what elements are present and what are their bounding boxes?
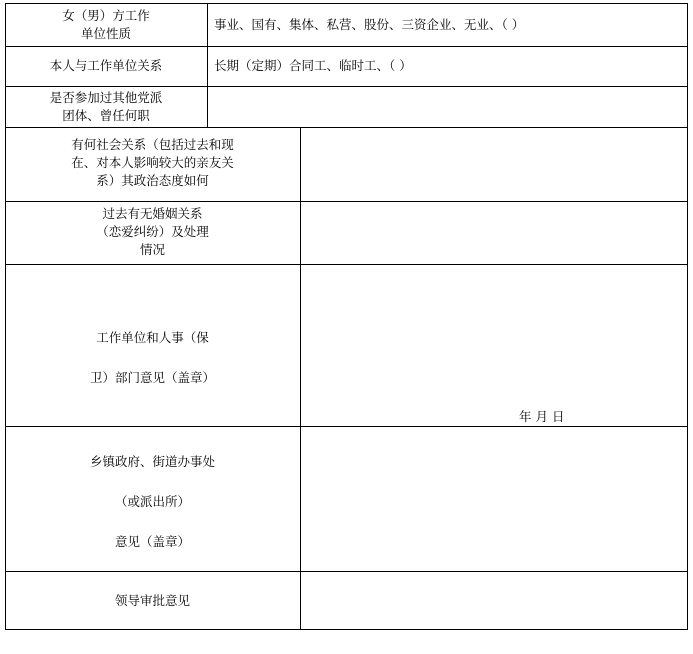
row-5-label xyxy=(5,205,300,259)
label-line: 情况 xyxy=(139,242,165,257)
label-line: 过去有无婚姻关系 xyxy=(102,206,203,221)
label-line: （或派出所） xyxy=(114,494,190,509)
label-line: 领导审批意见 xyxy=(114,593,190,608)
label-line: 有何社会关系（包括过去和现 xyxy=(71,137,234,152)
row-3-label xyxy=(5,89,207,125)
row-divider xyxy=(5,426,688,427)
label-line: 工作单位和人事（保 xyxy=(96,330,209,345)
label-line: 本人与工作单位关系 xyxy=(49,58,163,73)
row-divider xyxy=(5,86,688,87)
label-line: 单位性质 xyxy=(80,26,131,41)
row-6-label xyxy=(5,318,300,398)
label-line: 女（男）方工作 xyxy=(62,8,150,23)
row-divider xyxy=(5,264,688,265)
label-line: 乡镇政府、街道办事处 xyxy=(89,454,215,469)
row-divider xyxy=(5,46,688,47)
row-4-label xyxy=(5,136,300,190)
date-stamp: 年 月 日 xyxy=(519,409,565,424)
row-7-label xyxy=(5,442,300,562)
label-line: （恋爱纠纷）及处理 xyxy=(96,224,209,239)
label-line: 团体、曾任何职 xyxy=(62,108,150,123)
row-divider xyxy=(5,201,688,202)
row-divider xyxy=(5,127,688,128)
label-line: 卫）部门意见（盖章） xyxy=(89,370,215,385)
column-divider xyxy=(300,127,301,630)
row-2-label xyxy=(5,57,207,75)
row-2-value: 长期（定期）合同工、临时工、（ ） xyxy=(214,58,412,73)
label-line: 在、对本人影响较大的亲友关 xyxy=(71,155,234,170)
row-8-label xyxy=(5,592,300,610)
column-divider xyxy=(207,3,208,127)
row-1-label xyxy=(5,7,207,43)
label-line: 是否参加过其他党派 xyxy=(49,90,163,105)
label-line: 系）其政治态度如何 xyxy=(96,173,209,188)
row-divider xyxy=(5,571,688,572)
label-line: 意见（盖章） xyxy=(114,534,190,549)
row-1-value: 事业、国有、集体、私营、股份、三资企业、无业、（ ） xyxy=(214,17,525,32)
